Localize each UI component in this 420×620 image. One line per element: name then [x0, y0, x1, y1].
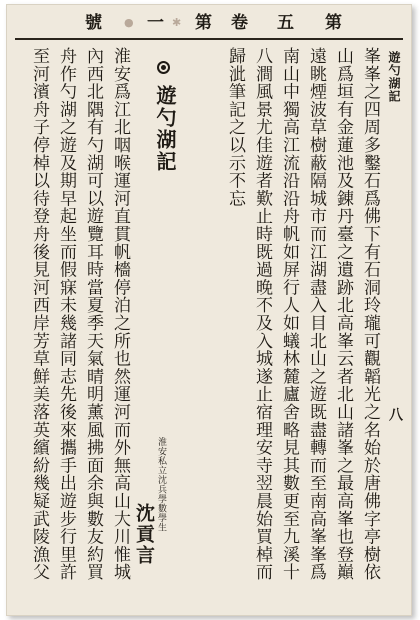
- header-ornament-dot: ●: [124, 16, 134, 29]
- text-column-5: 八澗風景尤佳遊者歎止時既過晚不及入城遂止宿理安寺翌晨始買棹而: [252, 47, 272, 581]
- running-title: 遊勺湖記: [387, 51, 401, 103]
- book-page: [6, 4, 412, 616]
- header-char-wu: 五: [277, 13, 294, 33]
- author-affiliation: 淮安私立沈兵學數學生: [156, 437, 166, 532]
- essay-title: 遊勺湖記: [153, 85, 177, 173]
- title-bullet-icon: [157, 61, 170, 74]
- text-column-3: 遠眺煙波草樹蔽隔城市而江湖盡入目北山之遊既盡轉而至南高峯峯爲: [306, 47, 326, 581]
- text-column-1: 峯峯之四周多鑿石爲佛下有石洞玲瓏可觀韜光之名始於唐佛字亭樹依: [360, 47, 380, 581]
- author-name: 沈貢言: [133, 503, 155, 566]
- header-ornament-star: ✱: [172, 16, 182, 29]
- text-column-2: 山爲垣有金蓮池及錬丹臺之遺跡北高峯云者北山諸峯之最高峯也登巔: [333, 47, 353, 581]
- page-number: 八: [387, 407, 403, 421]
- text-column-4: 南山中獨高江流沿沿舟帆如屏行人如蟻林麓廬舍略見其數更至九溪十: [279, 47, 299, 581]
- header-char-hao: 號: [85, 13, 102, 33]
- page-header: [7, 11, 411, 35]
- text-column-7: 淮安爲江北咽喉運河直貫帆檣停泊之所也然運河而外無高山大川惟城: [110, 47, 130, 581]
- header-char-juan: 卷: [231, 13, 248, 33]
- text-column-9: 舟作勺湖之遊及期早起坐而假寐未幾諸同志先後來攜手出遊步行里許: [56, 47, 76, 581]
- header-char-di: 第: [195, 13, 212, 33]
- text-column-6: 歸泚筆記之以示不忘: [225, 47, 245, 208]
- text-column-8: 內西北隅有勺湖可以遊覽耳時當夏季天氣晴明薰風拂面余與數友約買: [83, 47, 103, 581]
- header-char-di-2: 第: [325, 13, 342, 33]
- text-column-10: 至河濱舟子停棹以待登舟後見河西岸芳草鮮美落英繽紛幾疑武陵漁父: [29, 47, 49, 581]
- header-rule: [15, 38, 403, 40]
- header-char-yi: 一: [147, 13, 164, 33]
